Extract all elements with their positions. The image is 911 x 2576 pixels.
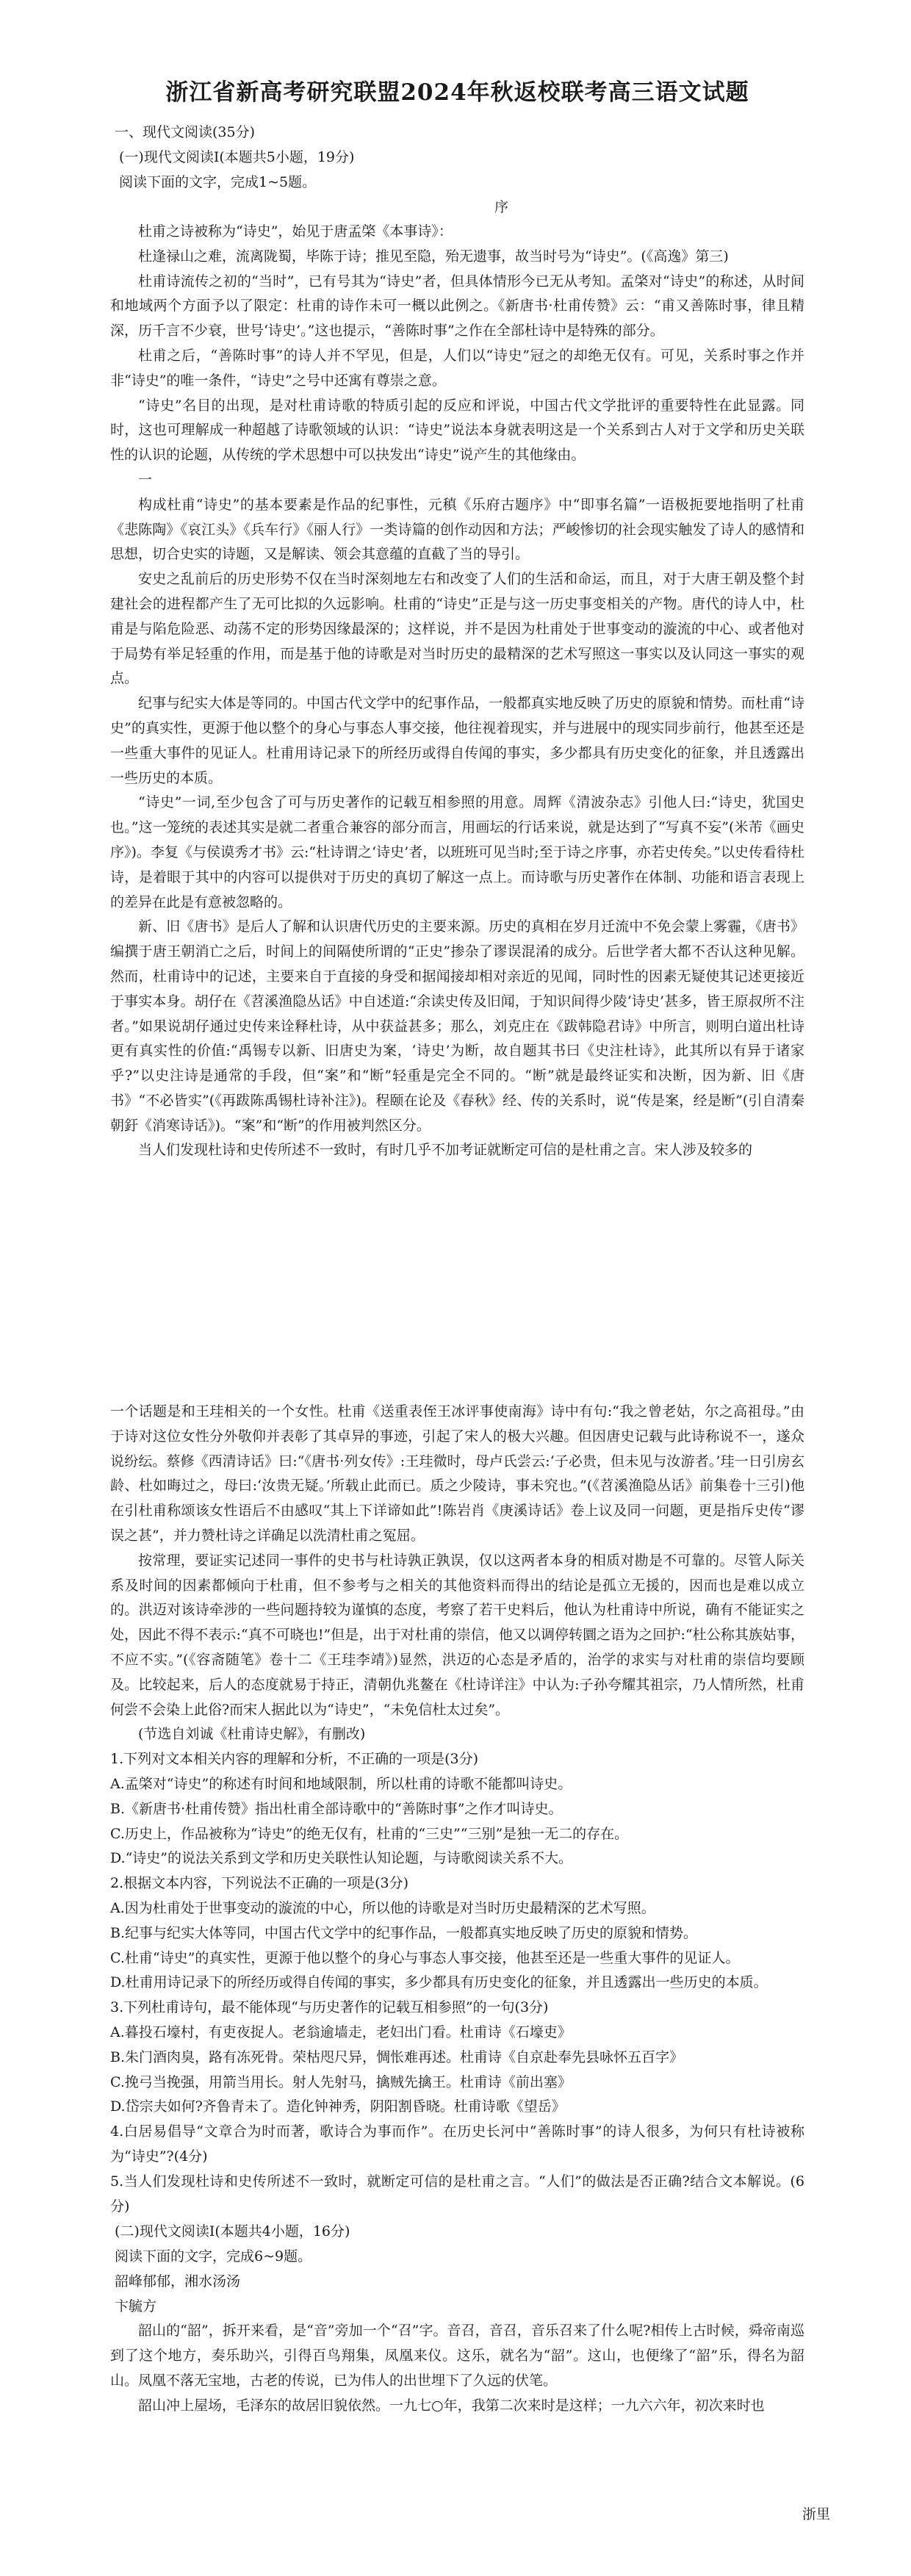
part1-heading: 一、现代文阅读(35分) bbox=[115, 124, 256, 140]
paragraph: 纪事与纪实大体是等同的。中国古代文学中的纪事作品，一般都真实地反映了历史的原貌和情势。而杜甫“诗史”的真实性，更源于他以整个的身心与事态人事交接，他往视着现实，并与进展中的现实同步前行，他甚至还是一些重大事件的见证人。杜甫用诗记录下的所经历或得自传闻的事实，多少都具有历史变化的征象，并且透露出一些历史的本质。 bbox=[110, 695, 804, 786]
option: C.杜甫“诗史”的真实性，更源于他以整个的身心与事态人事交接，他甚至还是一些重大事件的见证人。 bbox=[110, 1949, 740, 1966]
option: A.孟棨对“诗史”的称述有时间和地域限制，所以杜甫的诗歌不能都叫诗史。 bbox=[110, 1775, 572, 1792]
exam-column-top bbox=[110, 73, 804, 1163]
section1-heading: (一)现代文阅读I(本题共5小题，19分) bbox=[119, 149, 355, 165]
question-4: 4.白居易倡导“文章合为时而著，歌诗合为事而作”。在历史长河中“善陈时事”的诗人很多，为何只有杜诗被称为“诗史”?(4分) bbox=[110, 2123, 804, 2165]
option: D.岱宗夫如何?齐鲁青未了。造化钟神秀，阴阳割昏晓。杜甫诗歌《望岳》 bbox=[110, 2098, 566, 2115]
section2-instruction: 阅读下面的文字，完成6~9题。 bbox=[115, 2248, 312, 2265]
source-note: (节选自刘诚《杜甫诗史解》，有删改) bbox=[138, 1726, 366, 1743]
text2-author: 卞毓方 bbox=[115, 2298, 157, 2315]
option: C.挽弓当挽强，用箭当用长。射人先射马，擒贼先擒王。杜甫诗《前出塞》 bbox=[110, 2073, 572, 2090]
text-subtitle-xu: 序 bbox=[494, 199, 508, 215]
paragraph: 杜逢禄山之难，流离陇蜀，毕陈于诗；推见至隐，殆无遗事，故当时号为“诗史”。(《高逸》第三) bbox=[138, 248, 729, 265]
section2-heading: (二)现代文阅读I(本题共4小题，16分) bbox=[115, 2223, 350, 2240]
text2-title: 韶峰郁郁，湘水汤汤 bbox=[115, 2273, 241, 2290]
option: D.“诗史”的说法关系到文学和历史关联性认知论题，与诗歌阅读关系不大。 bbox=[110, 1850, 573, 1867]
paragraph: 构成杜甫“诗史”的基本要素是作品的纪事性，元稹《乐府古题序》中“即事名篇”一语极扼要地指明了杜甫《悲陈陶》《哀江头》《兵车行》《丽人行》一类诗篇的创作动因和方法；严峻惨切的社会现实触发了诗人的感情和思想，切合史实的诗题，又是解读、领会其意蕴的直截了当的导引。 bbox=[110, 496, 804, 563]
option: B.朱门酒肉臭，路有冻死骨。荣枯咫尺异，惆怅难再述。杜甫诗《自京赴奉先县咏怀五百字》 bbox=[110, 2048, 684, 2065]
paragraph: 杜甫诗流传之初的“当时”，已有号其为“诗史”者，但具体情形今已无从考知。孟棨对“诗史”的称述，从时间和地域两个方面予以了限定：杜甫的诗作未可一概以此例之。《新唐书·杜甫传赞》云：“甫又善陈时事，律且精深，历千言不少衰，世号‘诗史’。”这也提示，“善陈时事”之作在全部杜诗中是特殊的部分。 bbox=[110, 273, 804, 339]
section1-instruction: 阅读下面的文字，完成1~5题。 bbox=[119, 174, 317, 190]
option: A.暮投石壕村，有吏夜捉人。老翁逾墙走，老妇出门看。杜甫诗《石壕吏》 bbox=[110, 2023, 572, 2040]
paragraph: 杜甫之后，“善陈时事”的诗人并不罕见，但是，人们以“诗史”冠之的却绝无仅有。可见，关系时事之作并非“诗史”的唯一条件，“诗史”之号中还寓有尊崇之意。 bbox=[110, 347, 804, 389]
paragraph: “诗史”名目的出现，是对杜甫诗歌的特质引起的反应和评说，中国古代文学批评的重要特性在此显露。同时，这也可理解成一种超越了诗歌领域的认识：“诗史”说法本身就表明这是一个关系到古人对于文学和历史关联性的认识的论题，从传统的学术思想中可以抉发出“诗史”说产生的其他缘由。 bbox=[110, 397, 804, 464]
option: B.《新唐书·杜甫传赞》指出杜甫全部诗歌中的“善陈时事”之作才叫诗史。 bbox=[110, 1800, 563, 1817]
option: B.纪事与纪实大体等同，中国古代文学中的纪事作品，一般都真实地反映了历史的原貌和情势。 bbox=[110, 1924, 698, 1941]
exam-column-bottom bbox=[110, 1400, 804, 2418]
paragraph: 新、旧《唐书》是后人了解和认识唐代历史的主要来源。历史的真相在岁月迁流中不免会蒙上雾霾，《唐书》编撰于唐王朝消亡之后，时间上的间隔使所谓的“正史”掺杂了谬误混淆的成分。后世学者大都不否认这种见解。然而，杜甫诗中的记述，主要来自于直接的身受和据闻接却相对亲近的见闻，同时性的因素无疑使其记述更接近于事实本身。胡仔在《苕溪渔隐丛话》中自述道:“余读史传及旧闻，于知识间得少陵‘诗史’甚多，皆王原叔所不注者。”如果说胡仔通过史传来诠释杜诗，从中获益甚多；那么，刘克庄在《跋韩隐君诗》中所言，则明白道出杜诗更有真实性的价值:“禹锡专以新、旧唐史为案，‘诗史’为断，故自题其书曰《史注杜诗》，此其所以有异于诸家乎?”以史注诗是通常的手段，但“案”和“断”轻重是完全不同的。“断”就是最终证实和决断，因为新、旧《唐书》“不必皆实”(《再跋陈禹锡杜诗补注》)。程颐在论及《春秋》经、传的关系时，说“传是案，经是断”(引自清秦朝釪《消寒诗话》)。“案”和“断”的作用被判然区分。 bbox=[110, 918, 804, 1134]
paragraph: 按常理，要证实记述同一事件的史书与杜诗孰正孰误，仅以这两者本身的相质对勘是不可靠的。尽管人际关系及时间的因素都倾向于杜甫，但不参考与之相关的其他资料而得出的结论是孤立无援的，因而也是难以成立的。洪迈对该诗牵涉的一些问题持较为谨慎的态度，考察了若干史料后，他认为杜甫诗中所说，确有不能证实之处，因此不得不表示:“真不可晓也!”但是，出于对杜甫的崇信，他又以调停转圜之语为之回护:“杜公称其族姑事，不应不实。”(《容斋随笔》卷十二《王珪李靖》)显然，洪迈的心态是矛盾的，治学的求实与对杜甫的崇信均要顾及。比较起来，后人的态度就易于持正，清朝仇兆鳌在《杜诗详注》中认为:子孙夸耀其祖宗，乃人情所然，杜甫何尝不会染上此俗?而宋人据此以为“诗史”，“未免信杜太过矣”。 bbox=[110, 1552, 804, 1718]
paragraph: 韶山冲上屋场，毛泽东的故居旧貌依然。一九七○年，我第二次来时是这样；一九六六年，初次来时也 bbox=[138, 2397, 765, 2414]
paragraph: 一个话题是和王珪相关的一个女性。杜甫《送重表侄王冰评事使南海》诗中有句:“我之曾老姑，尔之高祖母。”由于诗对这位女性分外敬仰并表彰了其卓异的事迹，引起了宋人的极大兴趣。但因唐史记载与此诗称说不一，遂众说纷纭。蔡修《西清诗话》曰:“《唐书·列女传》:王珪微时，母卢氏尝云:‘子必贵，但未见与汝游者。’珪一日引房玄龄、杜如晦过之，母曰:‘汝贵无疑。’所载止此而已。质之少陵诗，事未究也。”(《苕溪渔隐丛话》前集卷十三引)他在引杜甫称颂该女性语后不由感叹“其上下详谛如此”!陈岩肖《庚溪诗话》卷上议及同一问题，更是指斥史传“谬误之甚”，并力赞杜诗之详确足以洗清杜甫之冤屈。 bbox=[110, 1403, 804, 1544]
exam-title: 浙江省新高考研究联盟2024年秋返校联考高三语文试题 bbox=[165, 79, 749, 106]
question-3: 3.下列杜甫诗句，最不能体现“与历史著作的记载互相参照”的一句(3分) bbox=[110, 1999, 549, 2016]
paragraph: “诗史”一词,至少包含了可与历史著作的记载互相参照的用意。周辉《清波杂志》引他人曰:“诗史，犹国史也。”这一笼统的表述其实是就二者重合兼容的部分而言，用画坛的行话来说，就是达到了“写真不妄”(米芾《画史序》)。李复《与侯谟秀才书》云:“杜诗谓之‘诗史’者，以班班可见当时;至于诗之序事，亦若史传矣。”以史传看待杜诗，是着眼于其中的内容可以提供对于历史的真切了解这一点上。而诗歌与历史著作在体制、功能和语言表现上的差异在此是有意被忽略的。 bbox=[110, 794, 804, 910]
paragraph: 安史之乱前后的历史形势不仅在当时深刻地左右和改变了人们的生活和命运，而且，对于大唐王朝及整个封建社会的进程都产生了无可比拟的久远影响。杜甫的“诗史”正是与这一历史事变相关的产物。唐代的诗人中，杜甫是与陷危险恶、动荡不定的形势因缘最深的；这样说，并不是因为杜甫处于世事变动的漩流的中心、或者他对于局势有举足轻重的作用，而是基于他的诗歌是对当时历史的最精深的艺术写照这一事实以及认同这一事实的观点。 bbox=[110, 571, 804, 687]
section-divider-one: 一 bbox=[138, 471, 153, 488]
question-5: 5.当人们发现杜诗和史传所述不一致时，就断定可信的是杜甫之言。“人们”的做法是否正确?结合文本解说。(6分) bbox=[110, 2173, 804, 2215]
option: D.杜甫用诗记录下的所经历或得自传闻的事实，多少都具有历史变化的征象，并且透露出一些历史的本质。 bbox=[110, 1974, 768, 1991]
paragraph: 韶山的“韶”，拆开来看，是“音”旁加一个“召”字。音召，音召，音乐召来了什么呢?相传上古时候，舜帝南巡到了这个地方，奏乐助兴，引得百鸟翔集，凤凰来仪。这乐，就名为“韶”。这山，也便缘了“韶”乐，得名为韶山。凤凰不落无宝地，古老的传说，已为伟人的出世埋下了久远的伏笔。 bbox=[110, 2323, 804, 2389]
paragraph: 当人们发现杜诗和史传所述不一致时，有时几乎不加考证就断定可信的是杜甫之言。宋人涉及较多的 bbox=[138, 1142, 753, 1159]
question-2: 2.根据文本内容，下列说法不正确的一项是(3分) bbox=[110, 1875, 409, 1892]
page-footer-mark: 浙里 bbox=[802, 2506, 830, 2522]
paragraph: 杜甫之诗被称为“诗史”，始见于唐孟棨《本事诗》： bbox=[138, 223, 453, 240]
question-1: 1.下列对文本相关内容的理解和分析，不正确的一项是(3分) bbox=[110, 1751, 479, 1768]
option: C.历史上，作品被称为“诗史”的绝无仅有，杜甫的“三史”“三别”是独一无二的存在。 bbox=[110, 1825, 629, 1842]
option: A.因为杜甫处于世事变动的漩流的中心，所以他的诗歌是对当时历史最精深的艺术写照。 bbox=[110, 1899, 655, 1916]
